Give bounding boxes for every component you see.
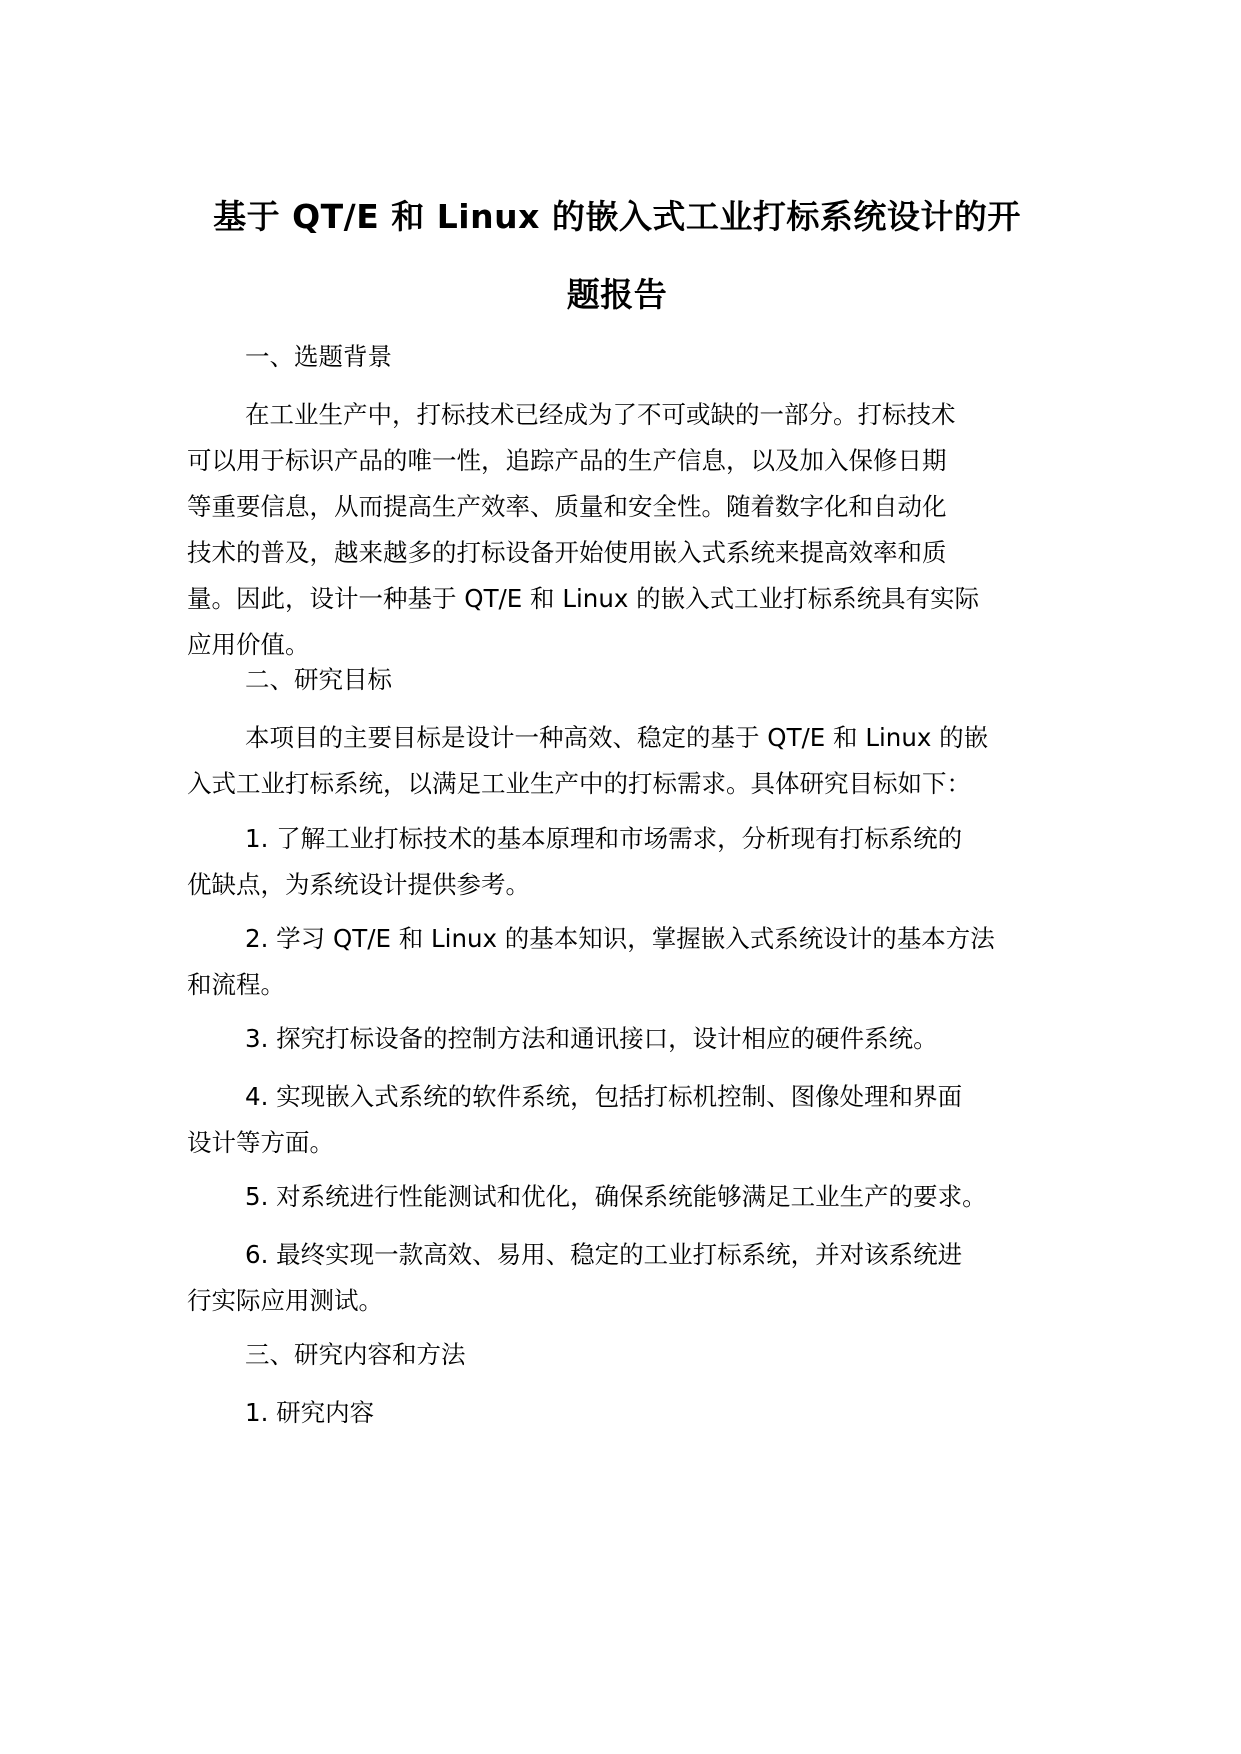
paragraph-objectives-intro	[187, 715, 1067, 807]
text-line: 在工业生产中，打标技术已经成为了不可或缺的一部分。打标技术	[245, 400, 956, 429]
text-line: 6. 最终实现一款高效、易用、稳定的工业打标系统，并对该系统进	[245, 1240, 963, 1269]
text-line: 5. 对系统进行性能测试和优化，确保系统能够满足工业生产的要求。	[245, 1182, 987, 1211]
list-item-objective-4	[187, 1074, 1067, 1166]
paragraph-background	[187, 392, 1067, 668]
text-line: 1. 研究内容	[245, 1398, 375, 1427]
text-line: 3. 探究打标设备的控制方法和通讯接口，设计相应的硬件系统。	[245, 1024, 938, 1053]
text-line: 4. 实现嵌入式系统的软件系统，包括打标机控制、图像处理和界面	[245, 1082, 963, 1111]
list-item-objective-1	[187, 816, 1067, 908]
title-line-1: 基于 QT/E 和 Linux 的嵌入式工业打标系统设计的开	[213, 197, 1021, 236]
subsection-heading-content	[187, 1390, 1067, 1436]
text-line: 量。因此，设计一种基于 QT/E 和 Linux 的嵌入式工业打标系统具有实际	[187, 584, 980, 613]
text-line: 三、研究内容和方法	[245, 1340, 466, 1369]
text-line: 入式工业打标系统，以满足工业生产中的打标需求。具体研究目标如下：	[187, 769, 971, 798]
text-line: 二、研究目标	[245, 665, 392, 694]
section-heading-background	[187, 334, 1067, 380]
text-line: 2. 学习 QT/E 和 Linux 的基本知识，掌握嵌入式系统设计的基本方法	[245, 924, 995, 953]
text-line: 本项目的主要目标是设计一种高效、稳定的基于 QT/E 和 Linux 的嵌	[245, 723, 989, 752]
list-item-objective-2	[187, 916, 1067, 1008]
list-item-objective-3	[187, 1016, 1067, 1062]
title-line-2: 题报告	[566, 275, 668, 314]
document-title	[187, 178, 1047, 334]
text-line: 可以用于标识产品的唯一性，追踪产品的生产信息，以及加入保修日期	[187, 446, 947, 475]
text-line: 一、选题背景	[245, 342, 392, 371]
text-line: 优缺点，为系统设计提供参考。	[187, 870, 530, 899]
text-line: 和流程。	[187, 970, 285, 999]
section-heading-content-methods	[187, 1332, 1067, 1378]
text-line: 技术的普及，越来越多的打标设备开始使用嵌入式系统来提高效率和质	[187, 538, 947, 567]
section-heading-objectives	[187, 657, 1067, 703]
list-item-objective-6	[187, 1232, 1067, 1324]
text-line: 等重要信息，从而提高生产效率、质量和安全性。随着数字化和自动化	[187, 492, 947, 521]
text-line: 1. 了解工业打标技术的基本原理和市场需求，分析现有打标系统的	[245, 824, 963, 853]
text-line: 行实际应用测试。	[187, 1286, 383, 1315]
list-item-objective-5	[187, 1174, 1067, 1220]
text-line: 设计等方面。	[187, 1128, 334, 1157]
text-line: 应用价值。	[187, 630, 310, 659]
